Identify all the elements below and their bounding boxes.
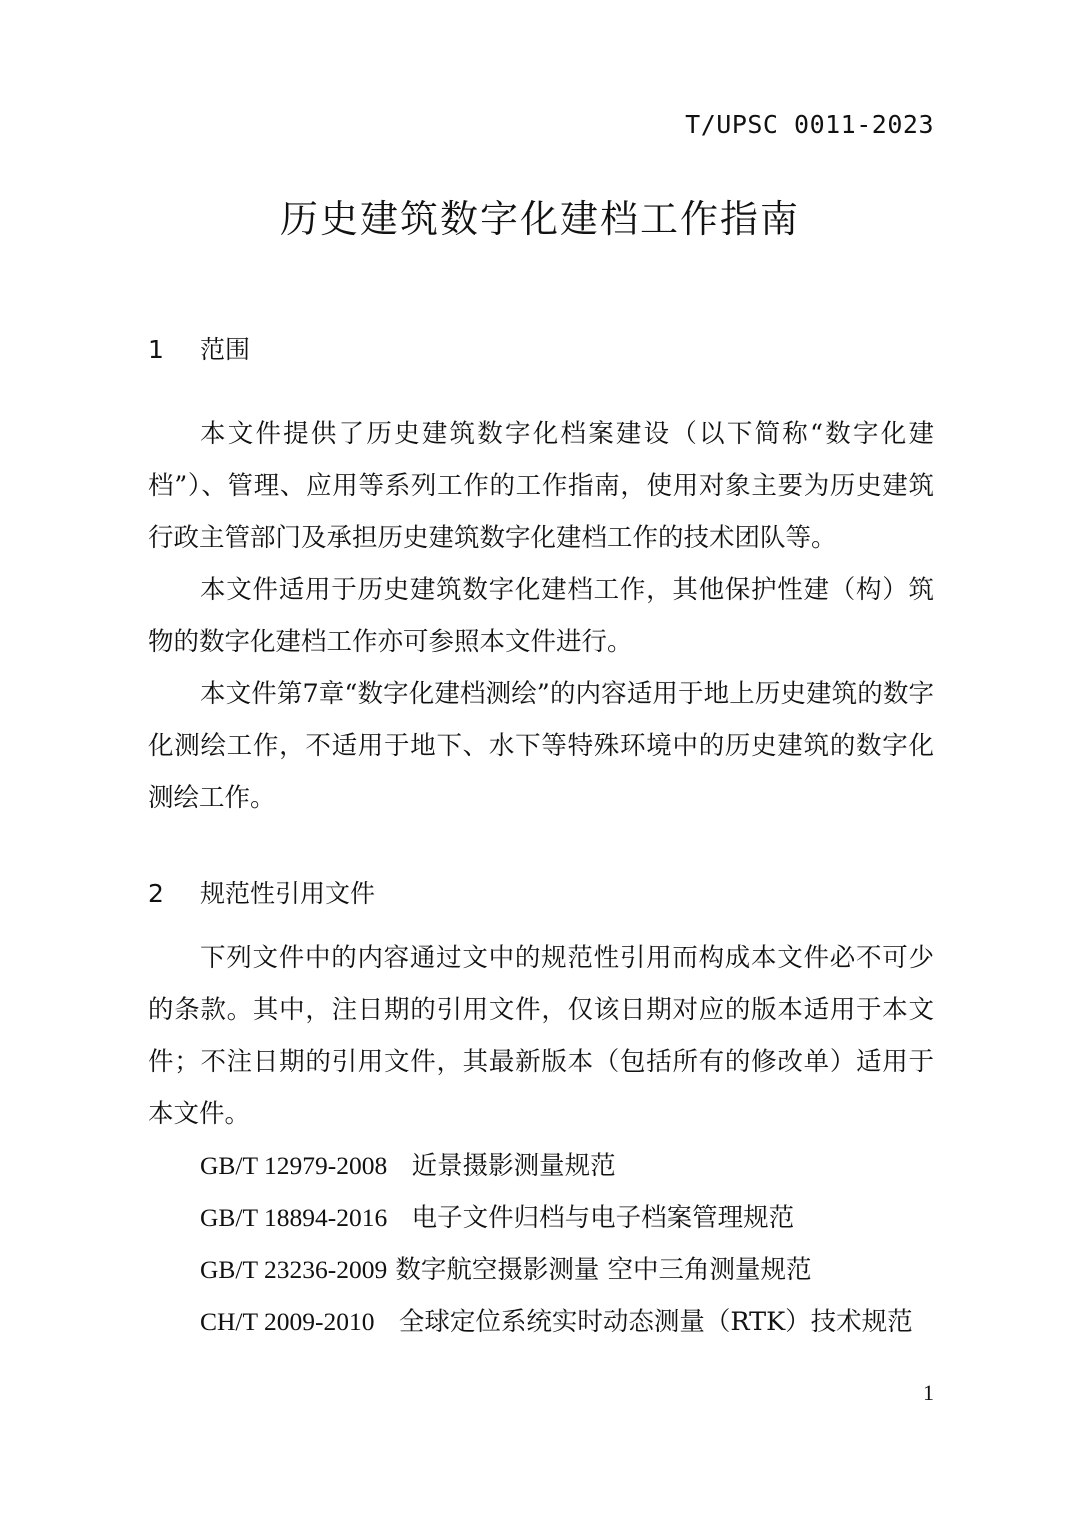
page-number: 1 bbox=[923, 1380, 934, 1405]
section-title: 范围 bbox=[200, 335, 251, 364]
reference-code: CH/T 2009-2010 bbox=[200, 1307, 375, 1336]
reference-item bbox=[200, 1140, 616, 1192]
scope-paragraph-3: 本文件第7章“数字化建档测绘”的内容适用于地上历史建筑的数字化测绘工作，不适用于地下、水下等特殊环境中的历史建筑的数字化测绘工作。 bbox=[148, 679, 934, 813]
reference-code: GB/T 18894-2016 bbox=[200, 1203, 388, 1232]
reference-code: GB/T 12979-2008 bbox=[200, 1151, 388, 1180]
reference-code: GB/T 23236-2009 bbox=[200, 1255, 388, 1284]
section-title: 规范性引用文件 bbox=[200, 879, 376, 908]
reference-name: 近景摄影测量规范 bbox=[411, 1151, 616, 1181]
section-number: 1 bbox=[148, 335, 164, 364]
references-paragraph: 下列文件中的内容通过文中的规范性引用而构成本文件必不可少的条款。其中，注日期的引用文件，仅该日期对应的版本适用于本文件；不注日期的引用文件，其最新版本（包括所有的修改单）适用于本文件。 bbox=[148, 943, 934, 1129]
reference-item bbox=[200, 1192, 794, 1244]
reference-name: 数字航空摄影测量 空中三角测量规范 bbox=[395, 1255, 812, 1285]
standard-code: T/UPSC 0011-2023 bbox=[685, 110, 934, 139]
section-heading-normative-references bbox=[148, 874, 375, 910]
scope-paragraph-1: 本文件提供了历史建筑数字化档案建设（以下简称“数字化建档”）、管理、应用等系列工作的工作指南，使用对象主要为历史建筑行政主管部门及承担历史建筑数字化建档工作的技术团队等。 bbox=[148, 419, 934, 553]
reference-name: 电子文件归档与电子档案管理规范 bbox=[411, 1203, 795, 1233]
document-title: 历史建筑数字化建档工作指南 bbox=[279, 197, 800, 241]
reference-name: 全球定位系统实时动态测量（RTK）技术规范 bbox=[398, 1307, 913, 1337]
reference-item bbox=[200, 1244, 811, 1296]
section-heading-scope bbox=[148, 330, 250, 366]
section-number: 2 bbox=[148, 879, 164, 908]
reference-item bbox=[200, 1296, 913, 1348]
scope-paragraph-2: 本文件适用于历史建筑数字化建档工作，其他保护性建（构）筑物的数字化建档工作亦可参照本文件进行。 bbox=[148, 575, 934, 657]
